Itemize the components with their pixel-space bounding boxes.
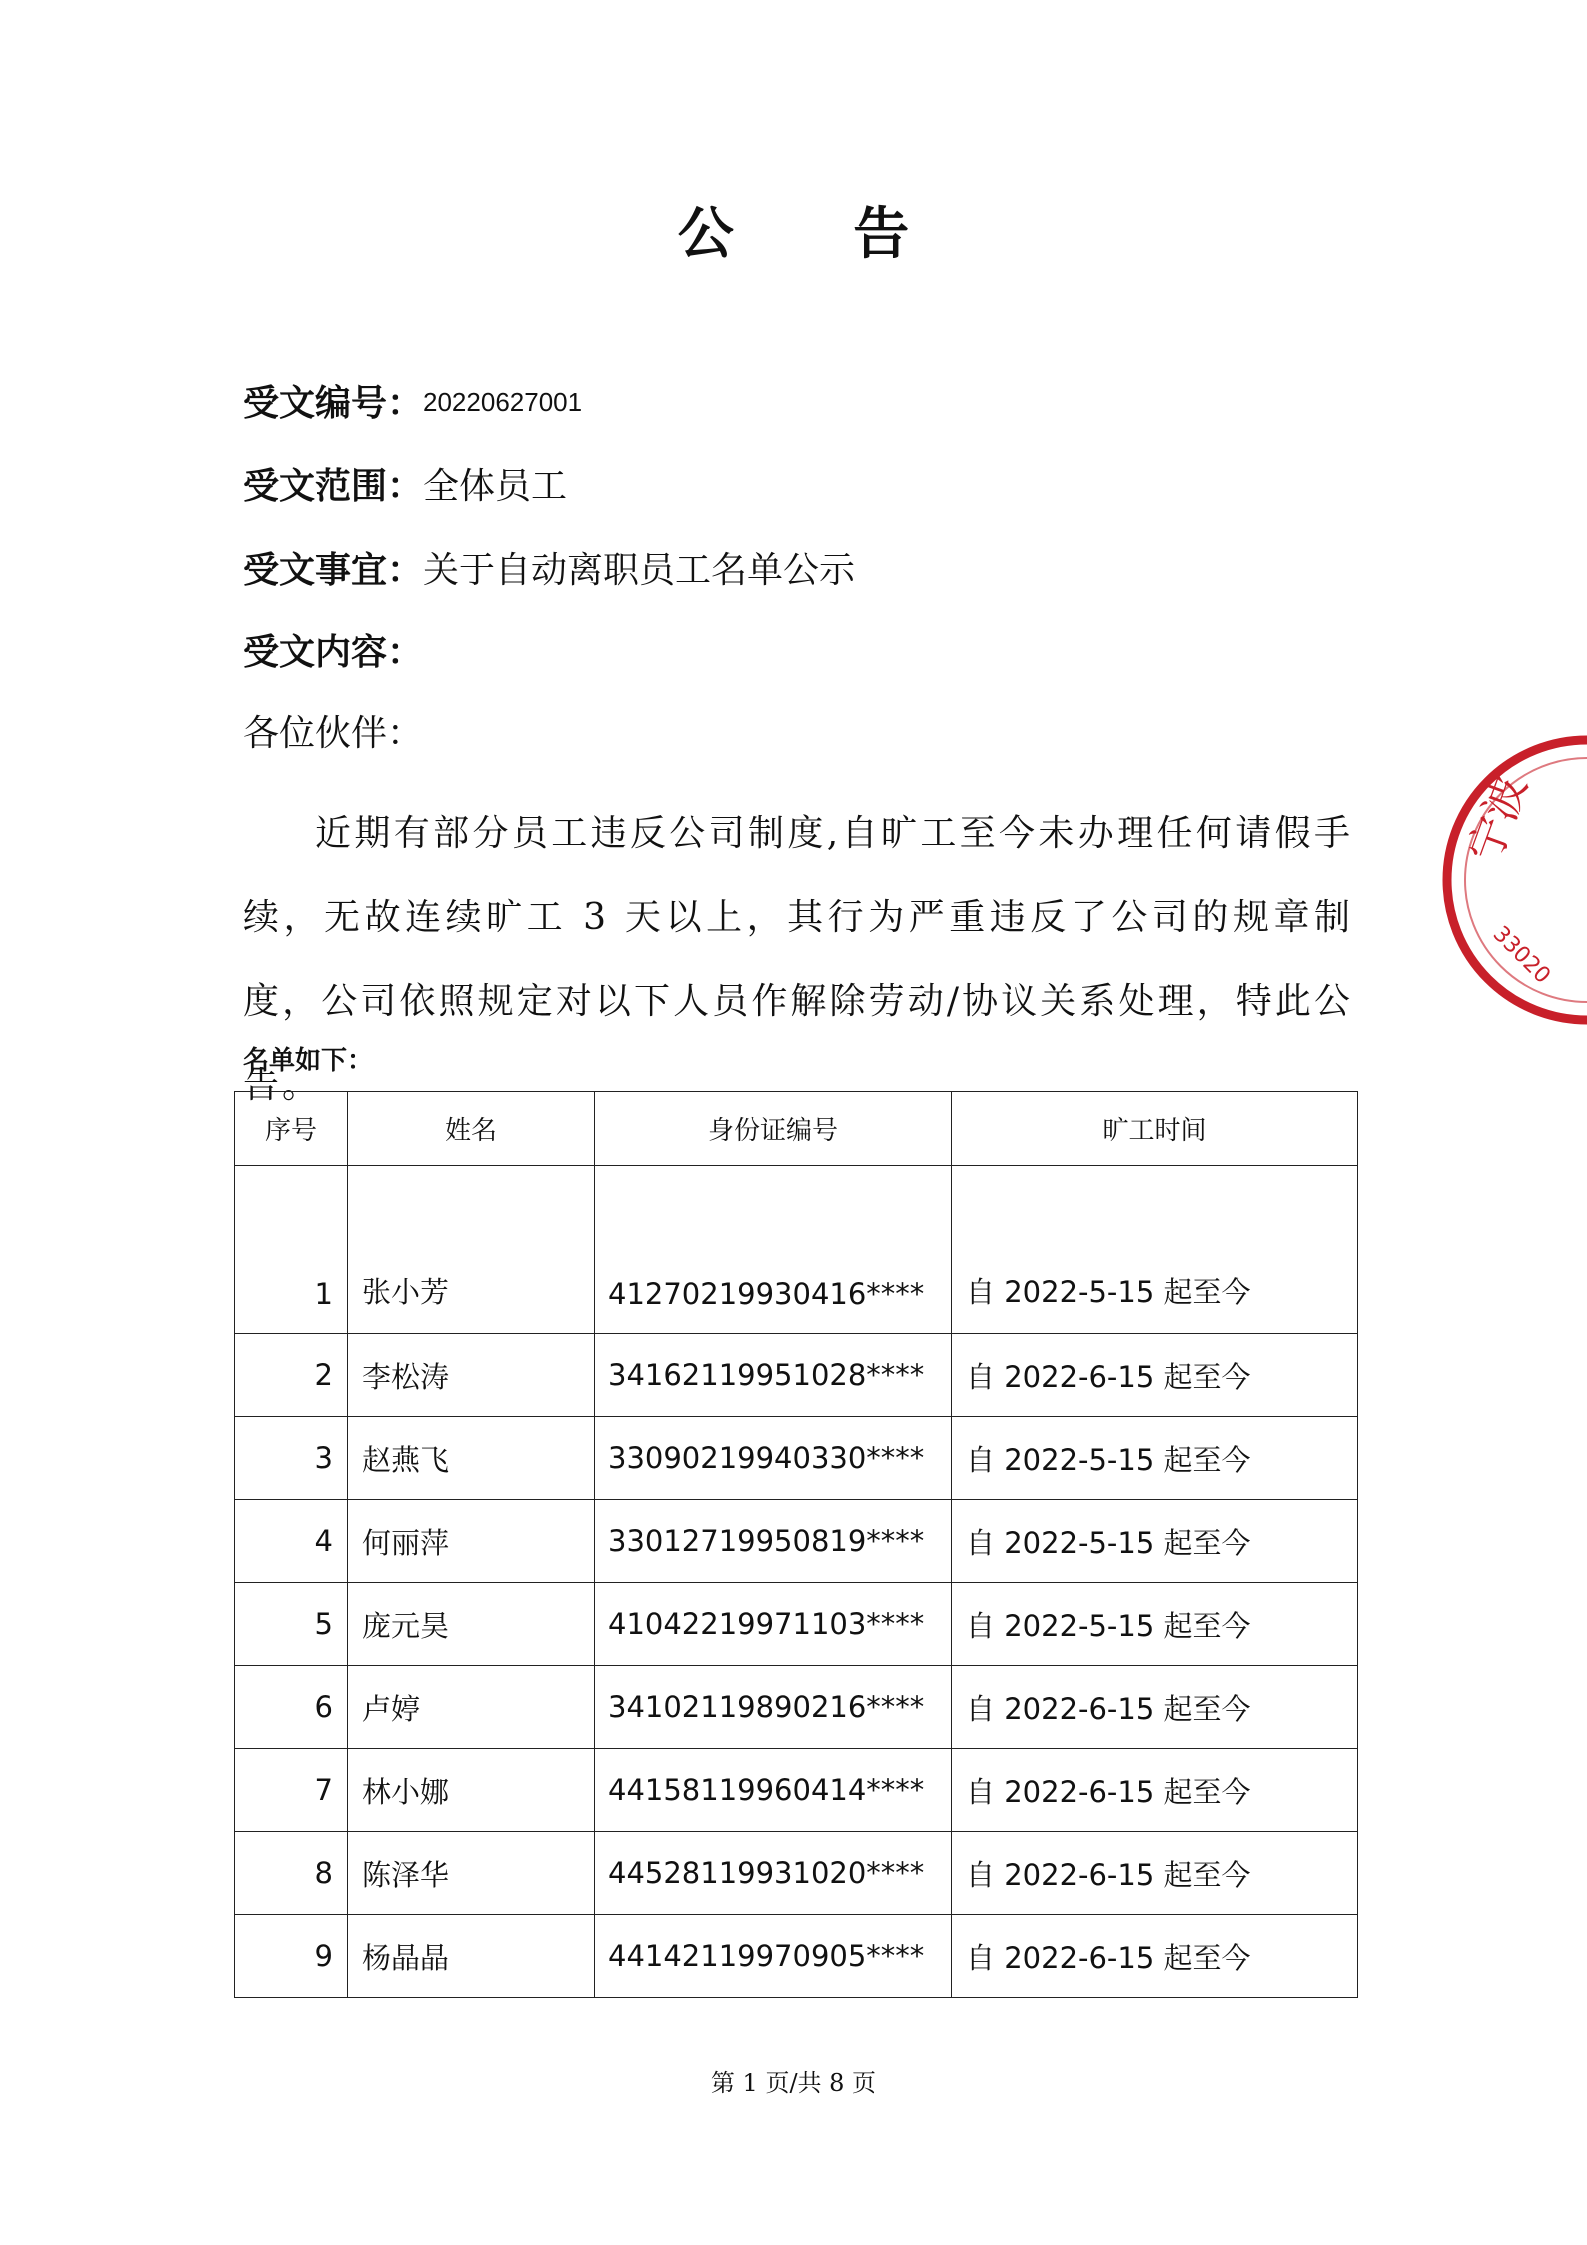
row-name: 何丽萍 bbox=[348, 1500, 595, 1583]
doc-number-value: 20220627001 bbox=[423, 387, 583, 417]
employee-table bbox=[234, 1091, 1358, 1998]
row-name: 杨晶晶 bbox=[348, 1915, 595, 1998]
row-index: 7 bbox=[235, 1749, 348, 1832]
row-id-number: 44528119931020**** bbox=[595, 1832, 952, 1915]
row-index: 6 bbox=[235, 1666, 348, 1749]
row-index: 5 bbox=[235, 1583, 348, 1666]
row-name: 陈泽华 bbox=[348, 1832, 595, 1915]
header-name: 姓名 bbox=[348, 1092, 595, 1166]
row-absence-time: 自 2022-6-15 起至今 bbox=[952, 1915, 1358, 1998]
table-row bbox=[235, 1417, 1358, 1500]
header-id-number: 身份证编号 bbox=[595, 1092, 952, 1166]
table-row bbox=[235, 1915, 1358, 1998]
page-footer: 第 1 页/共 8 页 bbox=[710, 2069, 877, 2097]
table-row bbox=[235, 1334, 1358, 1417]
row-id-number: 44142119970905**** bbox=[595, 1915, 952, 1998]
content-label: 受文内容： bbox=[243, 631, 424, 673]
row-index: 4 bbox=[235, 1500, 348, 1583]
doc-number-label: 受文编号： bbox=[243, 382, 424, 424]
row-name: 庞元昊 bbox=[348, 1583, 595, 1666]
row-absence-time: 自 2022-5-15 起至今 bbox=[952, 1417, 1358, 1500]
table-row bbox=[235, 1832, 1358, 1915]
greeting: 各位伙伴： bbox=[243, 713, 424, 754]
row-index: 2 bbox=[235, 1334, 348, 1417]
row-index: 3 bbox=[235, 1417, 348, 1500]
table-row bbox=[235, 1666, 1358, 1749]
row-id-number: 41042219971103**** bbox=[595, 1583, 952, 1666]
header-index: 序号 bbox=[235, 1092, 348, 1166]
row-name: 张小芳 bbox=[348, 1166, 595, 1334]
list-heading: 名单如下： bbox=[243, 1046, 374, 1076]
row-name: 林小娜 bbox=[348, 1749, 595, 1832]
table-row bbox=[235, 1749, 1358, 1832]
header-absence-time: 旷工时间 bbox=[952, 1092, 1358, 1166]
page-title: 公 告 bbox=[677, 201, 960, 267]
row-index: 1 bbox=[235, 1166, 348, 1334]
row-name: 赵燕飞 bbox=[348, 1417, 595, 1500]
doc-number-line bbox=[243, 378, 582, 428]
scope-value: 全体员工 bbox=[423, 466, 568, 507]
row-absence-time: 自 2022-6-15 起至今 bbox=[952, 1832, 1358, 1915]
row-name: 卢婷 bbox=[348, 1666, 595, 1749]
row-absence-time: 自 2022-6-15 起至今 bbox=[952, 1334, 1358, 1417]
scope-line bbox=[243, 462, 567, 511]
row-id-number: 34162119951028**** bbox=[595, 1334, 952, 1417]
table-header-row bbox=[235, 1092, 1358, 1166]
row-id-number: 33090219940330**** bbox=[595, 1417, 952, 1500]
row-absence-time: 自 2022-6-15 起至今 bbox=[952, 1666, 1358, 1749]
row-id-number: 41270219930416**** bbox=[595, 1166, 952, 1334]
seal-text: 宁波 bbox=[1459, 768, 1538, 869]
row-absence-time: 自 2022-5-15 起至今 bbox=[952, 1166, 1358, 1334]
table-row bbox=[235, 1166, 1358, 1334]
scope-label: 受文范围： bbox=[243, 465, 424, 507]
company-seal bbox=[1437, 730, 1587, 1030]
row-id-number: 44158119960414**** bbox=[595, 1749, 952, 1832]
subject-label: 受文事宜： bbox=[243, 549, 424, 591]
row-id-number: 33012719950819**** bbox=[595, 1500, 952, 1583]
row-absence-time: 自 2022-5-15 起至今 bbox=[952, 1500, 1358, 1583]
table-row bbox=[235, 1583, 1358, 1666]
content-line bbox=[243, 628, 423, 677]
row-id-number: 34102119890216**** bbox=[595, 1666, 952, 1749]
subject-line bbox=[243, 546, 855, 595]
row-absence-time: 自 2022-6-15 起至今 bbox=[952, 1749, 1358, 1832]
body-paragraph: 近期有部分员工违反公司制度,自旷工至今未办理任何请假手续，无故连续旷工 3 天以上，其行为严重违反了公司的规章制度，公司依照规定对以下人员作解除劳动/协议关系处理，特此公告。 bbox=[243, 813, 1353, 1106]
row-absence-time: 自 2022-5-15 起至今 bbox=[952, 1583, 1358, 1666]
table-row bbox=[235, 1500, 1358, 1583]
row-name: 李松涛 bbox=[348, 1334, 595, 1417]
subject-value: 关于自动离职员工名单公示 bbox=[423, 550, 856, 591]
row-index: 8 bbox=[235, 1832, 348, 1915]
seal-number: 33020 bbox=[1487, 921, 1555, 989]
row-index: 9 bbox=[235, 1915, 348, 1998]
